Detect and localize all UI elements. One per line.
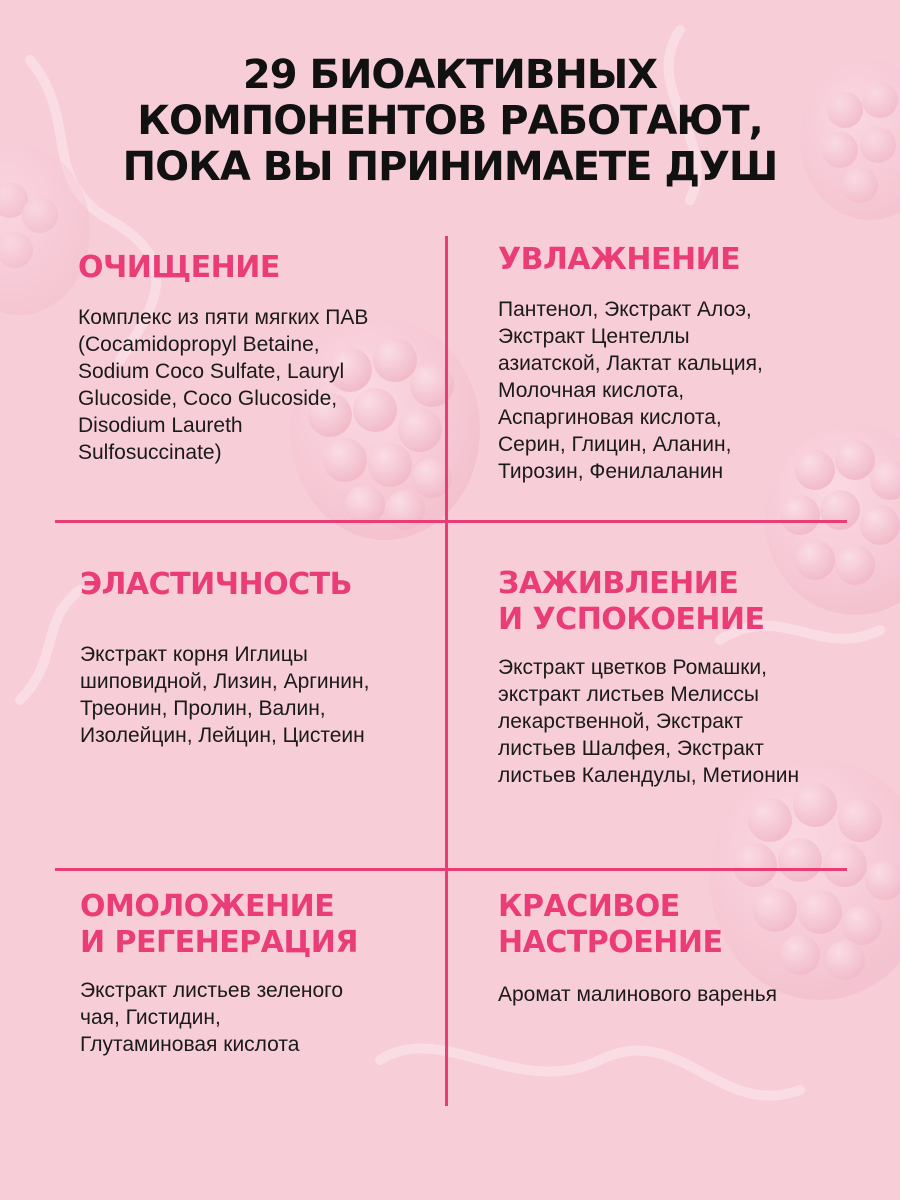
section-heading: ЭЛАСТИЧНОСТЬ [80,567,352,602]
section-heading: УВЛАЖНЕНИЕ [498,242,741,277]
section-body: Экстракт цветков Ромашки, экстракт листьев Мелиссы лекарственной, Экстракт листьев Шалфея, Экстракт листьев Календулы, Метионин [498,656,800,787]
section-good-mood [498,889,858,1008]
horizontal-divider-top [55,520,847,523]
title-line-1: 29 БИОАКТИВНЫХ [242,52,658,98]
section-body: Аромат малинового варенья [498,983,778,1006]
section-rejuvenation [80,889,420,1058]
section-heading: ОЧИЩЕНИЕ [78,250,280,285]
section-body: Экстракт листьев зеленого чая, Гистидин, Глутаминовая кислота [80,979,344,1056]
section-body: Экстракт корня Иглицы шиповидной, Лизин, Аргинин, Треонин, Пролин, Валин, Изолейцин, Лейцин, Цистеин [80,643,370,747]
section-cleansing [78,250,418,466]
section-moisturizing [498,242,858,485]
vertical-divider [445,236,448,1106]
section-heading: ЗАЖИВЛЕНИЕ И УСПОКОЕНИЕ [498,566,765,637]
title-line-2: КОМПОНЕНТОВ РАБОТАЮТ, [137,98,763,144]
page-title [0,52,900,190]
section-body: Пантенол, Экстракт Алоэ, Экстракт Центеллы азиатской, Лактат кальция, Молочная кислота, Аспаргиновая кислота, Серин, Глицин, Аланин, Тирозин, Фенилаланин [498,298,763,483]
section-elasticity [80,567,420,749]
section-body: Комплекс из пяти мягких ПАВ (Cocamidopropyl Betaine, Sodium Coco Sulfate, Lauryl Glucoside, Coco Glucoside, Disodium Laureth Sulfosuccinate) [78,306,369,464]
section-healing-soothing [498,566,858,789]
section-heading: КРАСИВОЕ НАСТРОЕНИЕ [498,889,723,960]
title-line-3: ПОКА ВЫ ПРИНИМАЕТЕ ДУШ [122,144,778,190]
horizontal-divider-bottom [55,868,847,871]
section-heading: ОМОЛОЖЕНИЕ И РЕГЕНЕРАЦИЯ [80,889,358,960]
